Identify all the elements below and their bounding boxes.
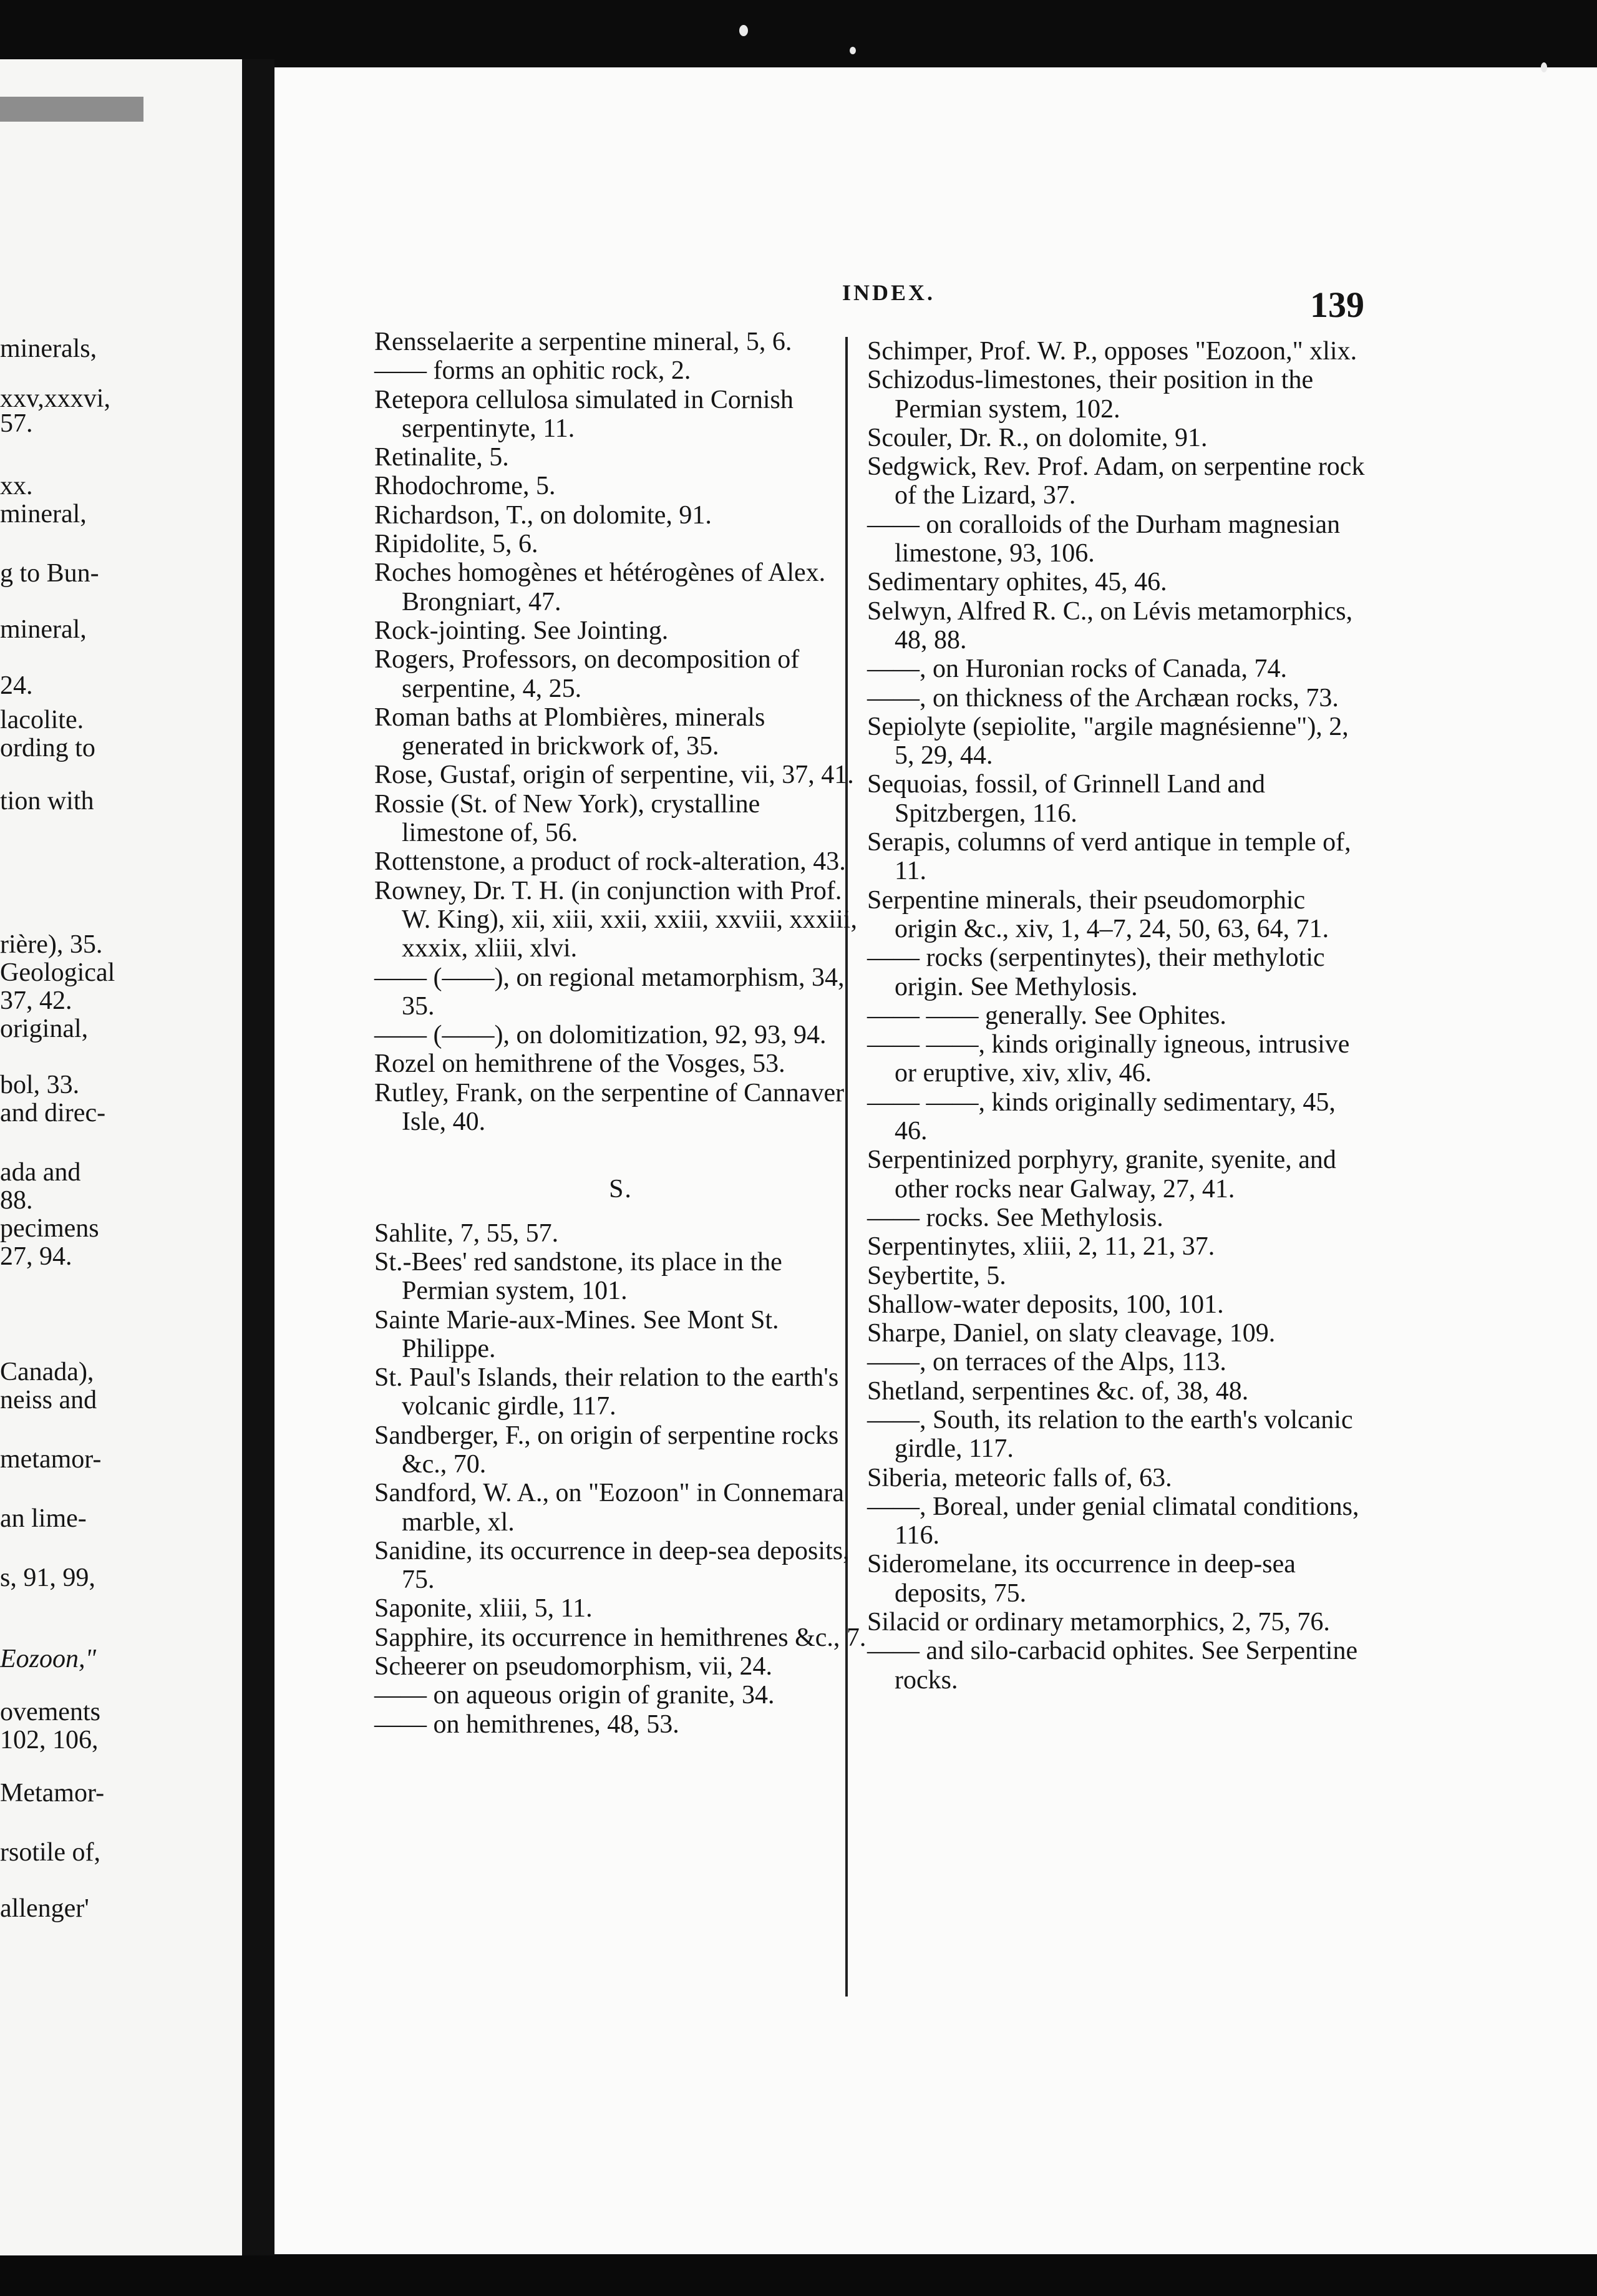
fragment-line: pecimens <box>0 1214 99 1243</box>
scan-speck <box>739 25 748 36</box>
fragment-line: 27, 94. <box>0 1242 72 1271</box>
index-entry: Scheerer on pseudomorphism, vii, 24. <box>374 1652 773 1681</box>
index-entry: Rhodochrome, 5. <box>374 472 556 501</box>
index-entry: Rottenstone, a product of rock-alteration, 43. <box>374 847 846 877</box>
index-entry: Schizodus-limestones, their position in the Permian system, 102. <box>867 366 1314 424</box>
index-entry: ——, on Huronian rocks of Canada, 74. <box>867 654 1288 684</box>
index-entry: Shallow-water deposits, 100, 101. <box>867 1290 1224 1319</box>
index-column-right <box>867 337 1366 1695</box>
scan-speck <box>1541 62 1547 72</box>
scanner-bottom-margin <box>0 2255 1597 2296</box>
fragment-line: mineral, <box>0 500 87 528</box>
index-entry: Sahlite, 7, 55, 57. <box>374 1219 559 1248</box>
index-entry: Rozel on hemithrene of the Vosges, 53. <box>374 1049 785 1079</box>
index-entry: St. Paul's Islands, their relation to the earth's volcanic girdle, 117. <box>374 1363 839 1421</box>
fragment-line: g to Bun- <box>0 559 99 588</box>
index-entry: ——, South, its relation to the earth's volcanic girdle, 117. <box>867 1405 1353 1464</box>
index-entry: Sideromelane, its occurrence in deep-sea deposits, 75. <box>867 1550 1296 1608</box>
fragment-line: 57. <box>0 409 33 438</box>
index-entry: Roches homogènes et hétérogènes of Alex. Brongniart, 47. <box>374 558 826 616</box>
fragment-line: s, 91, 99, <box>0 1564 95 1592</box>
index-entry: Serpentine minerals, their pseudomorphic origin &c., xiv, 1, 4–7, 24, 50, 63, 64, 71. <box>867 885 1329 943</box>
index-column-left <box>374 328 867 1739</box>
index-entry: —— rocks. See Methylosis. <box>867 1203 1163 1232</box>
fragment-line: Metamor- <box>0 1779 105 1807</box>
fragment-line: Canada), <box>0 1358 94 1386</box>
index-entry: Rutley, Frank, on the serpentine of Cannaver Isle, 40. <box>374 1078 845 1137</box>
index-entry: Sapphire, its occurrence in hemithrenes &c., 7. <box>374 1623 866 1652</box>
index-entry: —— on coralloids of the Durham magnesian limestone, 93, 106. <box>867 510 1341 568</box>
fragment-line: 37, 42. <box>0 986 72 1015</box>
index-entry: —— (——), on regional metamorphism, 34, 35. <box>374 963 845 1021</box>
index-entry: ——, on thickness of the Archæan rocks, 73. <box>867 683 1339 713</box>
scan-speck <box>850 47 856 54</box>
index-entry: Selwyn, Alfred R. C., on Lévis metamorphics, 48, 88. <box>867 596 1353 654</box>
fragment-line: minerals, <box>0 334 97 363</box>
index-entry: Sandberger, F., on origin of serpentine rocks &c., 70. <box>374 1421 839 1479</box>
fragment-line: an lime- <box>0 1504 87 1533</box>
fragment-line: original, <box>0 1014 89 1043</box>
index-entry: —— rocks (serpentinytes), their methylotic origin. See Methylosis. <box>867 943 1325 1001</box>
fragment-line: and direc- <box>0 1099 106 1127</box>
index-entry: Sandford, W. A., on "Eozoon" in Connemara marble, xl. <box>374 1479 844 1537</box>
index-entry: —— (——), on dolomitization, 92, 93, 94. <box>374 1021 827 1050</box>
index-entry: —— —— generally. See Ophites. <box>867 1001 1226 1030</box>
index-entry: —— ——, kinds originally sedimentary, 45, 46. <box>867 1087 1336 1146</box>
index-entry: Sharpe, Daniel, on slaty cleavage, 109. <box>867 1319 1276 1348</box>
index-entry: Roman baths at Plombières, minerals generated in brickwork of, 35. <box>374 703 765 761</box>
book-gutter <box>242 59 274 2280</box>
index-entry: Serapis, columns of verd antique in temple of, 11. <box>867 828 1351 886</box>
fragment-line: 24. <box>0 671 33 700</box>
fragment-line: rsotile of, <box>0 1838 100 1867</box>
fragment-line: ording to <box>0 734 95 762</box>
index-entry: Rose, Gustaf, origin of serpentine, vii, 37, 41. <box>374 761 854 790</box>
index-entry: Sainte Marie-aux-Mines. See Mont St. Philippe. <box>374 1305 779 1363</box>
index-entry: Rowney, Dr. T. H. (in conjunction with Prof. W. King), xii, xiii, xxii, xxiii, xxviii, xxxiii, xxxix, xliii, xlvi. <box>374 876 857 963</box>
index-entry: —— on aqueous origin of granite, 34. <box>374 1681 775 1710</box>
index-entry: Rogers, Professors, on decomposition of serpentine, 4, 25. <box>374 645 800 703</box>
index-entry: Sedgwick, Rev. Prof. Adam, on serpentine rock of the Lizard, 37. <box>867 452 1365 510</box>
fragment-line: 102, 106, <box>0 1726 99 1754</box>
index-entry: Siberia, meteoric falls of, 63. <box>867 1463 1172 1492</box>
fragment-line: xx. <box>0 472 33 500</box>
section-letter-heading: S. <box>609 1175 633 1204</box>
index-entry: —— ——, kinds originally igneous, intrusive or eruptive, xiv, xliv, 46. <box>867 1030 1350 1088</box>
index-entry: Serpentinized porphyry, granite, syenite, and other rocks near Galway, 27, 41. <box>867 1146 1336 1204</box>
fragment-line: Eozoon," <box>0 1645 97 1673</box>
index-entry: Seybertite, 5. <box>867 1261 1006 1290</box>
index-entry: Sepiolyte (sepiolite, "argile magnésienne"), 2, 5, 29, 44. <box>867 712 1349 771</box>
index-entry: —— forms an ophitic rock, 2. <box>374 356 691 386</box>
fragment-line: neiss and <box>0 1386 97 1414</box>
index-entry: Sedimentary ophites, 45, 46. <box>867 568 1167 597</box>
index-entry: Scouler, Dr. R., on dolomite, 91. <box>867 423 1208 452</box>
index-entry: Retepora cellulosa simulated in Cornish serpentinyte, 11. <box>374 385 794 443</box>
index-entry: Shetland, serpentines &c. of, 38, 48. <box>867 1376 1249 1406</box>
running-head: INDEX. <box>842 280 936 305</box>
fragment-line: allenger' <box>0 1894 89 1923</box>
index-entry: Rock-jointing. See Jointing. <box>374 616 669 645</box>
index-entry: ——, Boreal, under genial climatal conditions, 116. <box>867 1492 1359 1550</box>
fragment-line: 88. <box>0 1186 33 1215</box>
index-entry: Rensselaerite a serpentine mineral, 5, 6. <box>374 328 792 356</box>
index-entry: Sanidine, its occurrence in deep-sea deposits, 75. <box>374 1536 850 1595</box>
index-entry: Rossie (St. of New York), crystalline limestone of, 56. <box>374 789 760 848</box>
index-entry: Richardson, T., on dolomite, 91. <box>374 500 712 530</box>
index-entry: Schimper, Prof. W. P., opposes "Eozoon," xlix. <box>867 337 1357 366</box>
index-entry: Silacid or ordinary metamorphics, 2, 75, 76. <box>867 1608 1330 1637</box>
fragment-line: lacolite. <box>0 706 84 734</box>
fragment-line: metamor- <box>0 1445 102 1474</box>
fragment-line: xxv,xxxvi, <box>0 384 110 413</box>
index-entry: Retinalite, 5. <box>374 443 509 472</box>
fragment-line: mineral, <box>0 615 87 644</box>
fragment-line: ada and <box>0 1158 81 1187</box>
fragment-line: rière), 35. <box>0 930 103 959</box>
index-entry: Sequoias, fossil, of Grinnell Land and Spitzbergen, 116. <box>867 770 1266 828</box>
page-edge-tab <box>0 97 143 122</box>
index-entry: —— on hemithrenes, 48, 53. <box>374 1710 679 1739</box>
fragment-line: bol, 33. <box>0 1071 80 1099</box>
index-entry: Ripidolite, 5, 6. <box>374 530 538 559</box>
fragment-line: ovements <box>0 1698 100 1726</box>
left-page-fragment <box>0 59 243 2255</box>
fragment-line: Geological <box>0 958 115 987</box>
index-entry: ——, on terraces of the Alps, 113. <box>867 1348 1226 1377</box>
index-entry: —— and silo-carbacid ophites. See Serpentine rocks. <box>867 1637 1358 1695</box>
fragment-line: tion with <box>0 787 94 815</box>
page-number: 139 <box>1310 285 1364 325</box>
index-entry: Saponite, xliii, 5, 11. <box>374 1594 593 1623</box>
index-entry: St.-Bees' red sandstone, its place in the Permian system, 101. <box>374 1247 782 1306</box>
index-entry: Serpentinytes, xliii, 2, 11, 21, 37. <box>867 1232 1215 1262</box>
